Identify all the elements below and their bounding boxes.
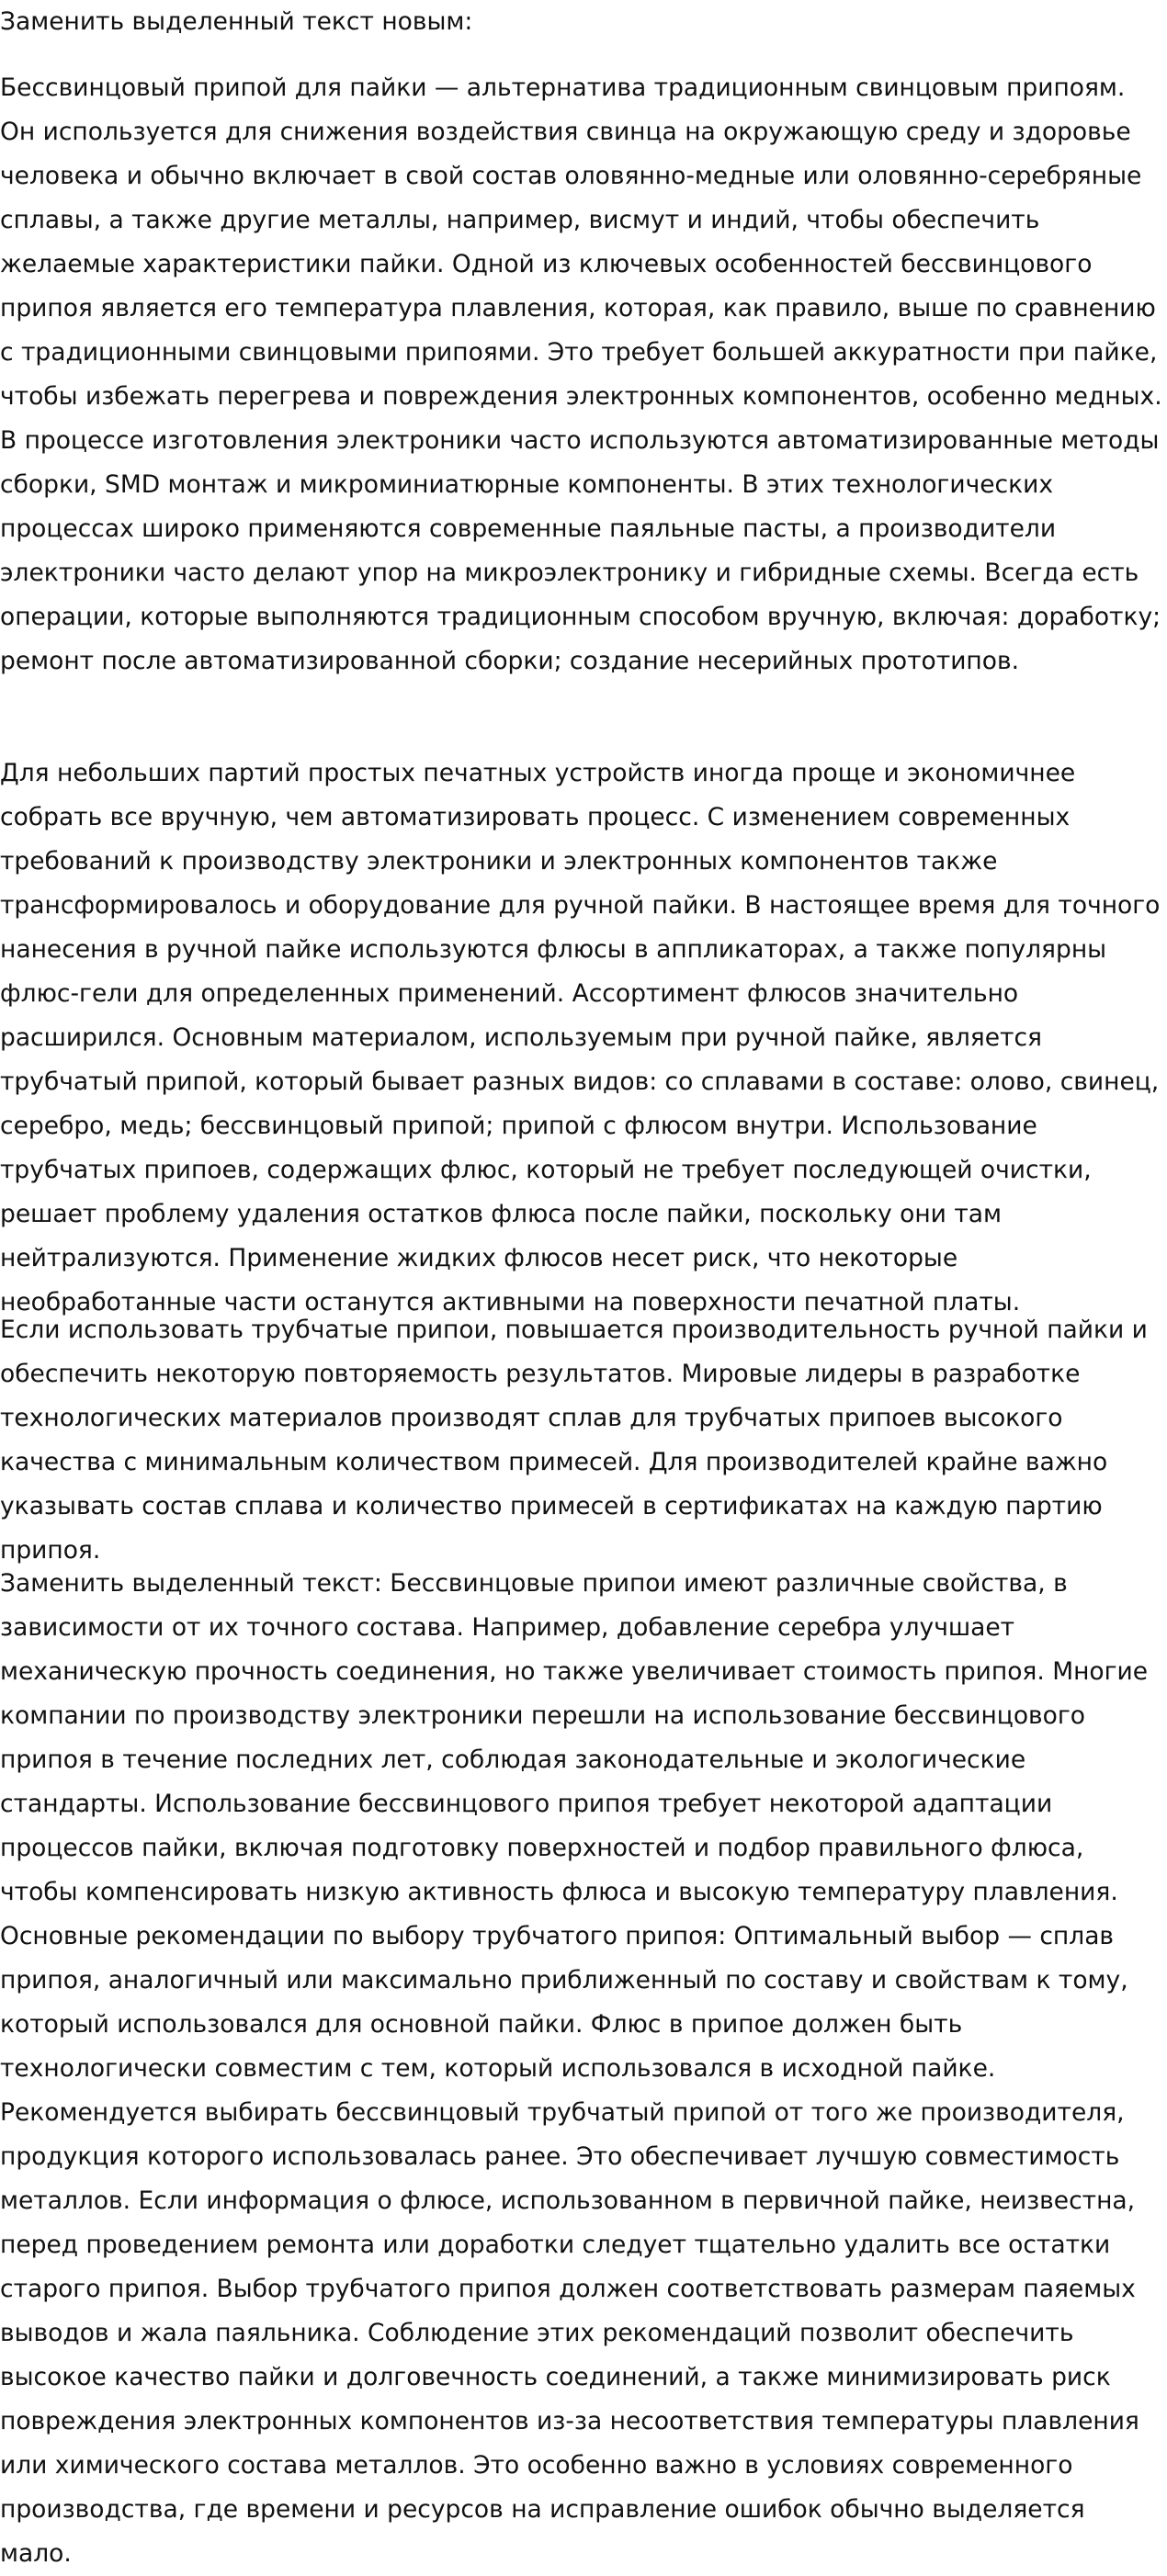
paragraph-4: Заменить выделенный текст: Бессвинцовые припои имеют различные свойства, в зависимости от их точного состава. Например, добавление серебра улучшает механическую прочность соединения, но также увеличивает стоимость припоя. Многие компании по производству электроники перешли на использование бессвинцового припоя в течение последних лет, соблюдая законодательные и экологические стандарты. Использование бессвинцового припоя требует некоторой адаптации процессов пайки, включая подготовку поверхностей и подбор правильного флюса, чтобы компенсировать низкую активность флюса и высокую температуру плавления. Основные рекомендации по выбору трубчатого припоя: Оптимальный выбор — сплав припоя, аналогичный или максимально приближенный по составу и свойствам к тому, который использовался для основной пайки. Флюс в припое должен быть технологически совместим с тем, который использовался в исходной пайке. Рекомендуется выбирать бессвинцовый трубчатый припой от того же производителя, продукция которого использовалась ранее. Это обеспечивает лучшую совместимость металлов. Если информация о флюсе, использованном в первичной пайке, неизвестна, перед проведением ремонта или доработки следует тщательно удалить все остатки старого припоя. Выбор трубчатого припоя должен соответствовать размерам паяемых выводов и жала паяльника. Соблюдение этих рекомендаций позволит обеспечить высокое качество пайки и долговечность соединений, а также минимизировать риск повреждения электронных компонентов из-за несоответствия температуры плавления или химического состава металлов. Это особенно важно в условиях современного производства, где времени и ресурсов на исправление ошибок обычно выделяется мало. xyxy=(0,1569,1149,2568)
paragraph-3: Если использовать трубчатые припои, повышается производительность ручной пайки и обеспечить некоторую повторяемость результатов. Мировые лидеры в разработке технологических материалов производят сплав для трубчатых припоев высокого качества с минимальным количеством примесей. Для производителей крайне важно указывать состав сплава и количество примесей в сертификатах на каждую партию припоя. xyxy=(0,1316,1148,1565)
paragraph-2: Для небольших партий простых печатных устройств иногда проще и экономичнее собрать все вручную, чем автоматизировать процесс. С изменением современных требований к производству электроники и электронных компонентов также трансформировалось и оборудование для ручной пайки. В настоящее время для точного нанесения в ручной пайке используются флюсы в аппликаторах, а также популярны флюс-гели для определенных применений. Ассортимент флюсов значительно расширился. Основным материалом, используемым при ручной пайке, является трубчатый припой, который бывает разных видов: со сплавами в составе: олово, свинец, серебро, медь; бессвинцовый припой; припой с флюсом внутри. Использование трубчатых припоев, содержащих флюс, который не требует последующей очистки, решает проблему удаления остатков флюса после пайки, поскольку они там нейтрализуются. Применение жидких флюсов несет риск, что некоторые необработанные части останутся активными на поверхности печатной платы. xyxy=(0,759,1161,1316)
instruction-text: Заменить выделенный текст новым: xyxy=(0,7,473,36)
paragraph-1: Бессвинцовый припой для пайки — альтернатива традиционным свинцовым припоям. Он используется для снижения воздействия свинца на окружающую среду и здоровье человека и обычно включает в свой состав оловянно-медные или оловянно-серебряные сплавы, а также другие металлы, например, висмут и индий, чтобы обеспечить желаемые характеристики пайки. Одной из ключевых особенностей бессвинцового припоя является его температура плавления, которая, как правило, выше по сравнению с традиционными свинцовыми припоями. Это требует большей аккуратности при пайке, чтобы избежать перегрева и повреждения электронных компонентов, особенно медных. В процессе изготовления электроники часто используются автоматизированные методы сборки, SMD монтаж и микроминиатюрные компоненты. В этих технологических процессах широко применяются современные паяльные пасты, а производители электроники часто делают упор на микроэлектронику и гибридные схемы. Всегда есть операции, которые выполняются традиционным способом вручную, включая: доработку; ремонт после автоматизированной сборки; создание несерийных прототипов. xyxy=(0,73,1162,675)
